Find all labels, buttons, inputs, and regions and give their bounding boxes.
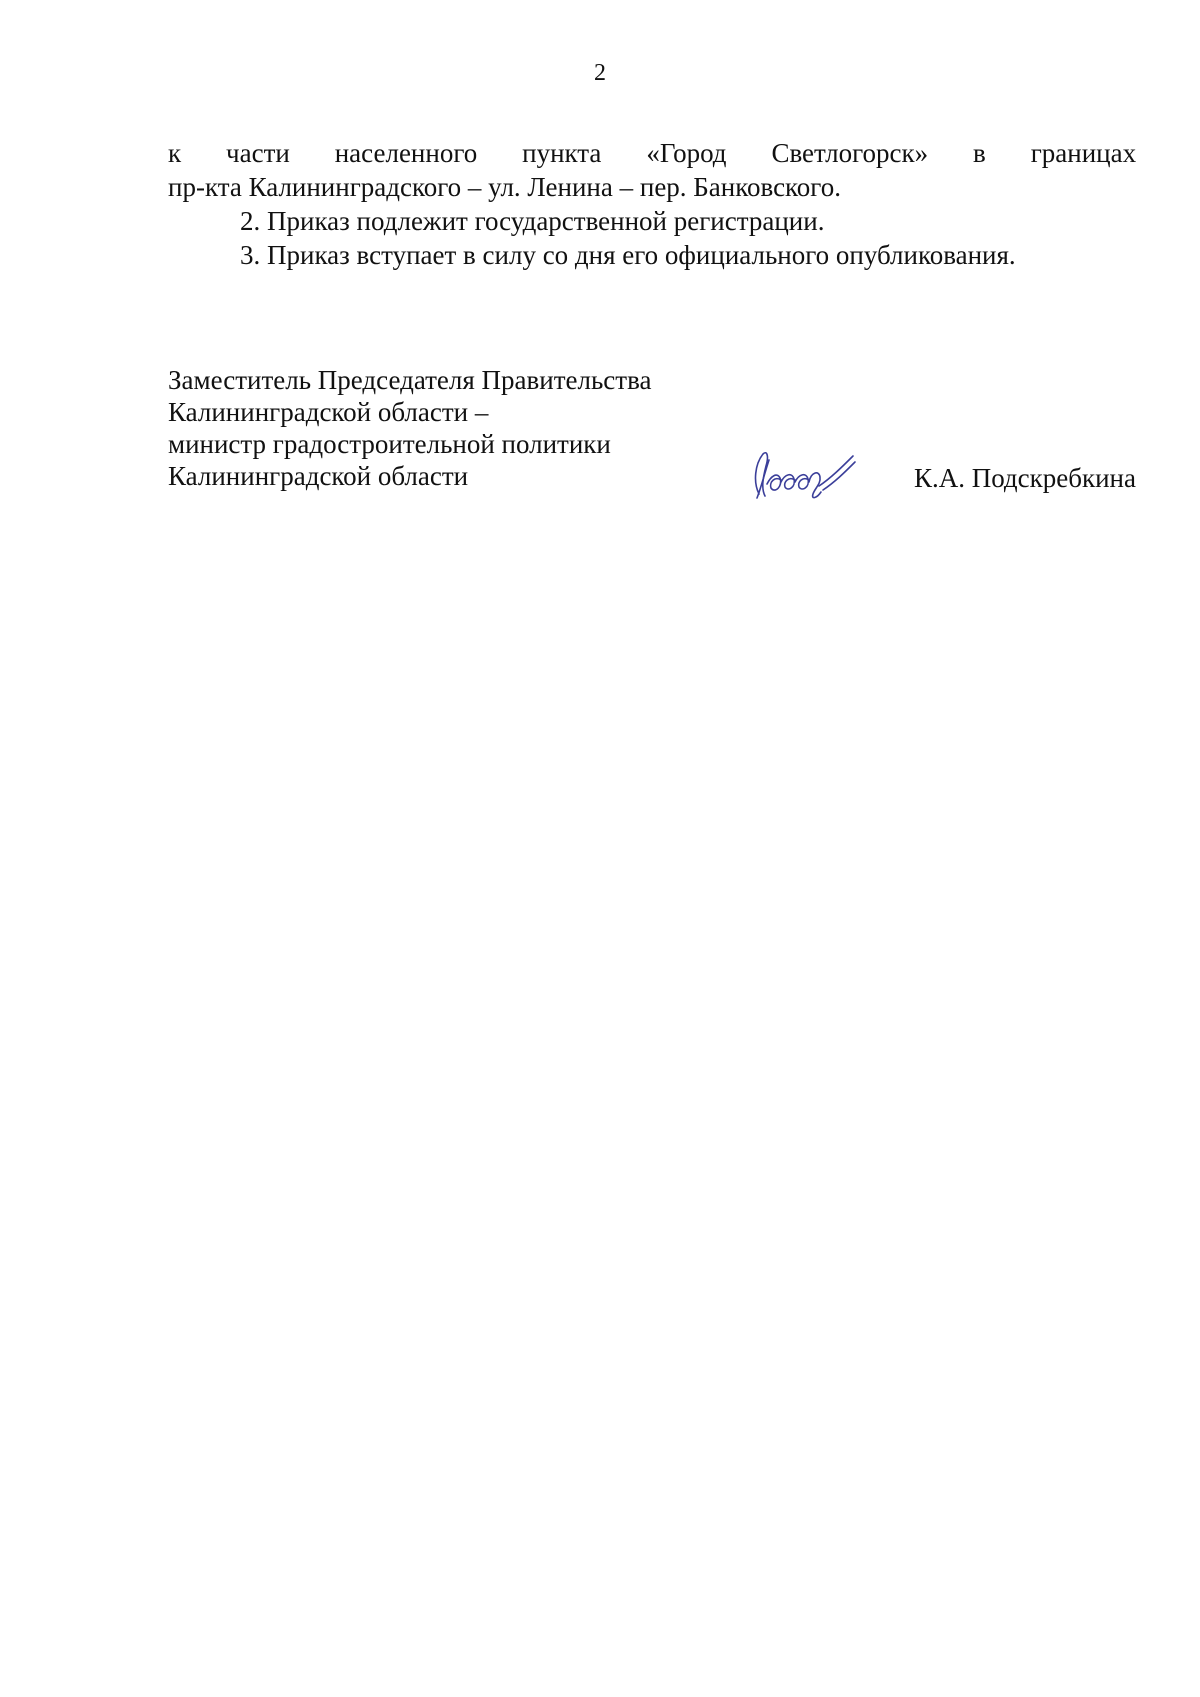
- body-line-1: [168, 136, 1136, 170]
- word: части: [226, 138, 290, 168]
- word: в: [973, 138, 986, 168]
- word: Светлогорск»: [771, 138, 929, 168]
- signer-name: К.А. Подскребкина: [913, 463, 1136, 493]
- signatory-title-line: Калининградской области –: [168, 397, 489, 427]
- signatory-title-line: Калининградской области: [168, 461, 469, 491]
- word: населенного: [334, 138, 478, 168]
- body-line-2: пр-кта Калининградского – ул. Ленина – пер. Банковского.: [168, 172, 841, 202]
- handwritten-signature: [745, 442, 857, 504]
- word: пункта: [522, 138, 602, 168]
- signatory-title-line: Заместитель Председателя Правительства: [168, 365, 652, 395]
- word: к: [168, 138, 182, 168]
- word: «Город: [646, 138, 727, 168]
- page-number: 2: [594, 60, 606, 86]
- word: границах: [1030, 138, 1137, 168]
- order-item-2: 2. Приказ подлежит государственной регистрации.: [240, 206, 825, 236]
- order-item-3: 3. Приказ вступает в силу со дня его официального опубликования.: [240, 240, 1016, 270]
- signatory-title-line: министр градостроительной политики: [168, 429, 611, 459]
- body-text: [168, 136, 1136, 272]
